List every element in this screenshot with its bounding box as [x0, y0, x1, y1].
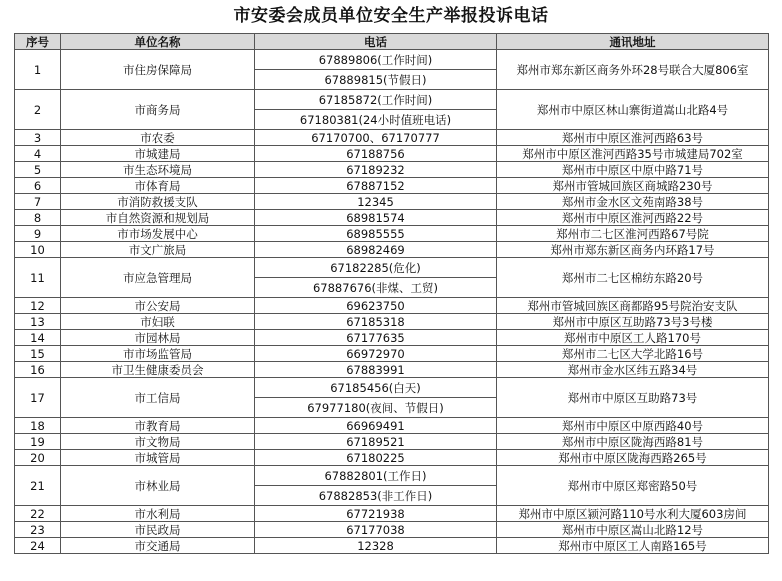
- row-no: 4: [15, 146, 61, 162]
- row-unit: 市农委: [61, 130, 255, 146]
- row-phone: 69623750: [255, 298, 497, 314]
- table-row: [15, 362, 769, 378]
- row-address: 郑州市中原区淮河西路35号市城建局702室: [497, 146, 769, 162]
- row-no: 13: [15, 314, 61, 330]
- table-row: [15, 506, 769, 522]
- row-phone: 68982469: [255, 242, 497, 258]
- table-row: [15, 226, 769, 242]
- row-address: 郑州市中原区陇海西路81号: [497, 434, 769, 450]
- row-unit: 市交通局: [61, 538, 255, 554]
- header-no: 序号: [15, 34, 61, 50]
- row-phone: 12328: [255, 538, 497, 554]
- row-no: 21: [15, 466, 61, 506]
- table-row: [15, 210, 769, 226]
- row-no: 23: [15, 522, 61, 538]
- row-no: 2: [15, 90, 61, 130]
- row-phone: 67185872(工作时间): [255, 90, 497, 110]
- row-address: 郑州市二七区棉纺东路20号: [497, 258, 769, 298]
- row-no: 7: [15, 194, 61, 210]
- row-address: 郑州市中原区互助路73号: [497, 378, 769, 418]
- table-row: [15, 466, 769, 486]
- row-no: 11: [15, 258, 61, 298]
- row-unit: 市城建局: [61, 146, 255, 162]
- row-phone: 67182285(危化): [255, 258, 497, 278]
- row-unit: 市文广旅局: [61, 242, 255, 258]
- table-row: [15, 330, 769, 346]
- row-phone: 67721938: [255, 506, 497, 522]
- row-address: 郑州市金水区纬五路34号: [497, 362, 769, 378]
- row-no: 1: [15, 50, 61, 90]
- row-no: 9: [15, 226, 61, 242]
- row-unit: 市工信局: [61, 378, 255, 418]
- row-phone: 67185318: [255, 314, 497, 330]
- row-phone: 67889806(工作时间): [255, 50, 497, 70]
- table-row: [15, 314, 769, 330]
- row-address: 郑州市中原区工人路170号: [497, 330, 769, 346]
- header-address: 通讯地址: [497, 34, 769, 50]
- row-unit: 市应急管理局: [61, 258, 255, 298]
- row-no: 8: [15, 210, 61, 226]
- row-phone: 67189232: [255, 162, 497, 178]
- row-address: 郑州市二七区淮河西路67号院: [497, 226, 769, 242]
- row-phone: 67882853(非工作日): [255, 486, 497, 506]
- row-no: 15: [15, 346, 61, 362]
- table-row: [15, 146, 769, 162]
- row-unit: 市公安局: [61, 298, 255, 314]
- row-unit: 市生态环境局: [61, 162, 255, 178]
- row-unit: 市商务局: [61, 90, 255, 130]
- table-row: [15, 130, 769, 146]
- row-phone: 67887152: [255, 178, 497, 194]
- row-unit: 市自然资源和规划局: [61, 210, 255, 226]
- row-address: 郑州市中原区淮河西路63号: [497, 130, 769, 146]
- table-row: [15, 258, 769, 278]
- table-row: [15, 178, 769, 194]
- table-row: [15, 194, 769, 210]
- row-phone: 67189521: [255, 434, 497, 450]
- row-address: 郑州市中原区嵩山北路12号: [497, 522, 769, 538]
- row-unit: 市民政局: [61, 522, 255, 538]
- row-no: 10: [15, 242, 61, 258]
- page-title: 市安委会成员单位安全生产举报投诉电话: [233, 6, 549, 26]
- row-phone: 66972970: [255, 346, 497, 362]
- row-address: 郑州市管城回族区商城路230号: [497, 178, 769, 194]
- header-phone: 电话: [255, 34, 497, 50]
- row-phone: 67882801(工作日): [255, 466, 497, 486]
- row-no: 20: [15, 450, 61, 466]
- row-unit: 市市场发展中心: [61, 226, 255, 242]
- row-phone: 68985555: [255, 226, 497, 242]
- table-body: [15, 50, 769, 554]
- row-unit: 市妇联: [61, 314, 255, 330]
- row-unit: 市住房保障局: [61, 50, 255, 90]
- row-no: 22: [15, 506, 61, 522]
- contact-table: [14, 33, 769, 554]
- row-address: 郑州市中原区淮河西路22号: [497, 210, 769, 226]
- row-unit: 市市场监管局: [61, 346, 255, 362]
- table-row: [15, 538, 769, 554]
- table-row: [15, 162, 769, 178]
- row-phone: 67180381(24小时值班电话): [255, 110, 497, 130]
- row-phone: 67177635: [255, 330, 497, 346]
- row-address: 郑州市管城回族区商都路95号院治安支队: [497, 298, 769, 314]
- table-row: [15, 346, 769, 362]
- table-row: [15, 434, 769, 450]
- row-phone: 67177038: [255, 522, 497, 538]
- row-no: 5: [15, 162, 61, 178]
- row-phone: 67180225: [255, 450, 497, 466]
- table-row: [15, 298, 769, 314]
- row-address: 郑州市中原区中原中路71号: [497, 162, 769, 178]
- row-phone: 66969491: [255, 418, 497, 434]
- table-header-row: [15, 34, 769, 50]
- row-address: 郑州市郑东新区商务外环28号联合大厦806室: [497, 50, 769, 90]
- row-unit: 市水利局: [61, 506, 255, 522]
- row-unit: 市卫生健康委员会: [61, 362, 255, 378]
- row-phone: 67887676(非煤、工贸): [255, 278, 497, 298]
- row-phone: 67185456(白天): [255, 378, 497, 398]
- row-address: 郑州市郑东新区商务内环路17号: [497, 242, 769, 258]
- row-no: 19: [15, 434, 61, 450]
- row-address: 郑州市中原区互助路73号3号楼: [497, 314, 769, 330]
- row-address: 郑州市中原区颍河路110号水利大厦603房间: [497, 506, 769, 522]
- row-unit: 市消防救援支队: [61, 194, 255, 210]
- row-phone: 67883991: [255, 362, 497, 378]
- row-no: 12: [15, 298, 61, 314]
- row-phone: 12345: [255, 194, 497, 210]
- row-address: 郑州市中原区工人南路165号: [497, 538, 769, 554]
- row-address: 郑州市二七区大学北路16号: [497, 346, 769, 362]
- row-unit: 市城管局: [61, 450, 255, 466]
- table-row: [15, 378, 769, 398]
- table-row: [15, 50, 769, 70]
- table-row: [15, 242, 769, 258]
- row-phone: 67170700、67170777: [255, 130, 497, 146]
- row-phone: 67889815(节假日): [255, 70, 497, 90]
- table-row: [15, 450, 769, 466]
- row-address: 郑州市中原区中原西路40号: [497, 418, 769, 434]
- row-unit: 市文物局: [61, 434, 255, 450]
- row-unit: 市园林局: [61, 330, 255, 346]
- row-no: 18: [15, 418, 61, 434]
- row-phone: 67188756: [255, 146, 497, 162]
- row-address: 郑州市金水区文苑南路38号: [497, 194, 769, 210]
- row-phone: 68981574: [255, 210, 497, 226]
- table-row: [15, 418, 769, 434]
- row-no: 17: [15, 378, 61, 418]
- row-phone: 67977180(夜间、节假日): [255, 398, 497, 418]
- row-no: 6: [15, 178, 61, 194]
- table-row: [15, 522, 769, 538]
- row-unit: 市林业局: [61, 466, 255, 506]
- row-no: 14: [15, 330, 61, 346]
- row-unit: 市教育局: [61, 418, 255, 434]
- row-unit: 市体育局: [61, 178, 255, 194]
- header-unit: 单位名称: [61, 34, 255, 50]
- table-row: [15, 90, 769, 110]
- row-no: 3: [15, 130, 61, 146]
- row-address: 郑州市中原区林山寨街道嵩山北路4号: [497, 90, 769, 130]
- row-address: 郑州市中原区郑密路50号: [497, 466, 769, 506]
- row-no: 24: [15, 538, 61, 554]
- row-address: 郑州市中原区陇海西路265号: [497, 450, 769, 466]
- row-no: 16: [15, 362, 61, 378]
